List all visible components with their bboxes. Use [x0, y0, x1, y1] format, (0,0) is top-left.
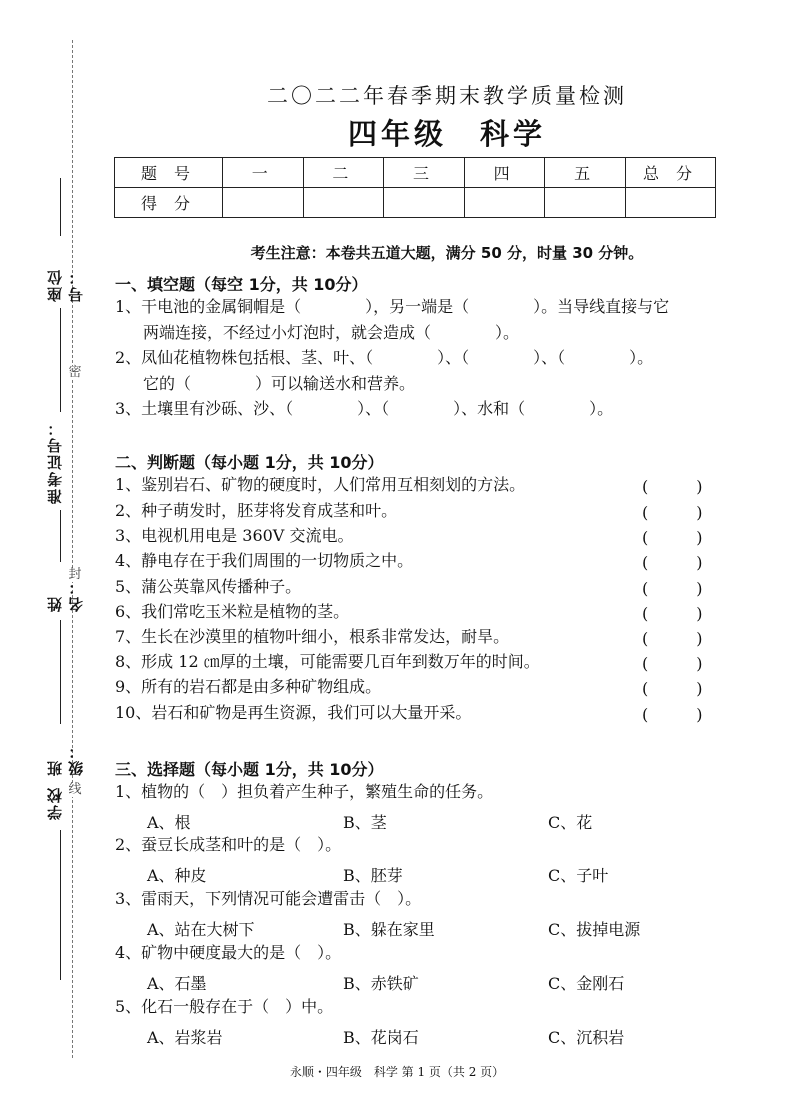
score-cell: 五: [545, 158, 626, 188]
fill-question-line: 3、土壤里有沙砾、沙、（ ）、（ ）、水和（ ）。: [115, 399, 614, 418]
judge-answer-blank[interactable]: ( ): [642, 553, 703, 572]
seat-blank: [60, 178, 61, 236]
score-cell: 总 分: [626, 158, 716, 188]
score-blank-cell[interactable]: [464, 188, 545, 218]
page-footer: 永顺・四年级 科学 第 1 页（共 2 页）: [289, 1065, 505, 1079]
judge-item: 7、生长在沙漠里的植物叶细小，根系非常发达，耐旱。: [115, 627, 510, 646]
section2-title: 二、判断题（每小题 1分，共 10分）: [115, 453, 384, 472]
fill-question-line: 它的（ ）可以输送水和营养。: [143, 374, 416, 393]
judge-item: 9、所有的岩石都是由多种矿物组成。: [115, 677, 382, 696]
judge-answer-blank[interactable]: ( ): [642, 579, 703, 598]
choice-option-c[interactable]: C、子叶: [548, 866, 609, 885]
fill-question-line: 1、干电池的金属铜帽是（ ），另一端是（ ）。当导线直接与它: [115, 297, 670, 316]
choice-option-a[interactable]: A、站在大树下: [147, 920, 255, 939]
judge-item: 8、形成 12 ㎝厚的土壤，可能需要几百年到数万年的时间。: [115, 652, 540, 671]
choice-option-c[interactable]: C、拔掉电源: [548, 920, 641, 939]
exam-title: 二〇二二年春季期末教学质量检测: [267, 84, 627, 108]
choice-option-a[interactable]: A、石墨: [147, 974, 207, 993]
judge-item: 6、我们常吃玉米粒是植物的茎。: [115, 602, 350, 621]
judge-answer-blank[interactable]: ( ): [642, 705, 703, 724]
exam-number-label: 准考证号：: [46, 419, 64, 504]
exam-subtitle: 四年级 科学: [347, 117, 546, 151]
exam-notice: 考生注意：本卷共五道大题，满分 50 分，时量 30 分钟。: [250, 244, 644, 262]
judge-answer-blank[interactable]: ( ): [642, 604, 703, 623]
choice-option-c[interactable]: C、沉积岩: [548, 1028, 625, 1047]
judge-answer-blank[interactable]: ( ): [642, 629, 703, 648]
score-cell: 四: [464, 158, 545, 188]
choice-option-b[interactable]: B、胚芽: [343, 866, 403, 885]
judge-item: 2、种子萌发时，胚芽将发育成茎和叶。: [115, 501, 398, 520]
seal-char-xian: 线: [68, 782, 82, 797]
choice-question: 1、植物的（ ）担负着产生种子，繁殖生命的任务。: [115, 782, 494, 801]
class-blank: [60, 620, 61, 724]
score-blank-cell[interactable]: [626, 188, 716, 218]
choice-option-b[interactable]: B、花岗石: [343, 1028, 419, 1047]
section3-title: 三、选择题（每小题 1分，共 10分）: [115, 760, 384, 779]
judge-item: 1、鉴别岩石、矿物的硬度时，人们常用互相刻划的方法。: [115, 475, 526, 494]
choice-question: 5、化石一般存在于（ ）中。: [115, 997, 334, 1016]
name-blank: [60, 510, 61, 562]
choice-option-b[interactable]: B、茎: [343, 813, 387, 832]
score-table-header-row: [115, 158, 716, 188]
class-label: 班级：: [46, 742, 85, 776]
score-cell: 二: [303, 158, 384, 188]
score-cell: 三: [384, 158, 465, 188]
score-table: [114, 157, 716, 218]
choice-option-a[interactable]: A、种皮: [147, 866, 207, 885]
score-cell: 一: [223, 158, 304, 188]
judge-item: 4、静电存在于我们周围的一切物质之中。: [115, 551, 414, 570]
judge-item: 3、电视机用电是 360V 交流电。: [115, 526, 354, 545]
name-label: 姓名：: [46, 578, 85, 612]
school-label: 学校: [46, 786, 64, 820]
judge-answer-blank[interactable]: ( ): [642, 503, 703, 522]
seal-char-mi: 密: [68, 365, 82, 380]
score-blank-cell[interactable]: [384, 188, 465, 218]
choice-option-c[interactable]: C、花: [548, 813, 593, 832]
score-cell: 得 分: [115, 188, 223, 218]
choice-question: 3、雷雨天，下列情况可能会遭雷击（ ）。: [115, 889, 422, 908]
seal-char-feng: 封: [68, 567, 82, 582]
choice-question: 2、蚕豆长成茎和叶的是（ ）。: [115, 835, 342, 854]
score-table-score-row: [115, 188, 716, 218]
binding-margin-line: [72, 40, 73, 1058]
choice-question: 4、矿物中硬度最大的是（ ）。: [115, 943, 342, 962]
judge-answer-blank[interactable]: ( ): [642, 477, 703, 496]
fill-question-line: 2、凤仙花植物株包括根、茎、叶、（ ）、（ ）、（ ）。: [115, 348, 654, 367]
judge-answer-blank[interactable]: ( ): [642, 679, 703, 698]
judge-item: 10、岩石和矿物是再生资源，我们可以大量开采。: [115, 703, 472, 722]
school-blank: [60, 830, 61, 980]
score-cell: 题 号: [115, 158, 223, 188]
choice-option-a[interactable]: A、根: [147, 813, 191, 832]
score-blank-cell[interactable]: [303, 188, 384, 218]
choice-option-c[interactable]: C、金刚石: [548, 974, 625, 993]
seat-label: 座位号：: [46, 268, 85, 302]
section1-title: 一、填空题（每空 1分，共 10分）: [115, 275, 368, 294]
score-blank-cell[interactable]: [223, 188, 304, 218]
judge-answer-blank[interactable]: ( ): [642, 528, 703, 547]
judge-item: 5、蒲公英靠风传播种子。: [115, 577, 302, 596]
choice-option-b[interactable]: B、躲在家里: [343, 920, 435, 939]
score-blank-cell[interactable]: [545, 188, 626, 218]
exam-number-blank: [60, 308, 61, 412]
choice-option-b[interactable]: B、赤铁矿: [343, 974, 419, 993]
choice-option-a[interactable]: A、岩浆岩: [147, 1028, 223, 1047]
judge-answer-blank[interactable]: ( ): [642, 654, 703, 673]
fill-question-line: 两端连接，不经过小灯泡时，就会造成（ ）。: [143, 323, 520, 342]
